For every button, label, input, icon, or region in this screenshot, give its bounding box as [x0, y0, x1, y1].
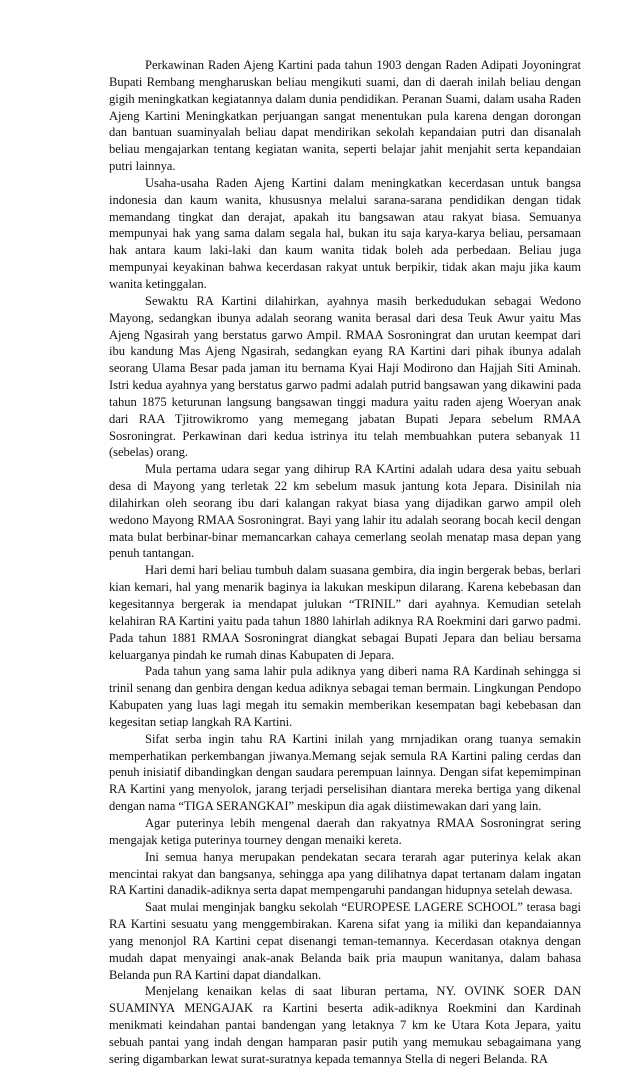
- paragraph-5: Hari demi hari beliau tumbuh dalam suasana gembira, dia ingin bergerak bebas, berlari kian kemari, hal yang menarik baginya ia lakukan meskipun dilarang. Karena kebebasan dan kegesitannya bergerak ia mendapat julukan “TRINIL” dari ayahnya. Kemudian setelah kelahiran RA Kartini yaitu pada tahun 1880 lahirlah adiknya RA Roekmini dari garwo padmi. Pada tahun 1881 RMAA Sosroningrat diangkat sebagai Bupati Jepara dan beliau bersama keluarganya pindah ke rumah dinas Kabupaten di Jepara.: [109, 563, 581, 662]
- paragraph-2: Usaha-usaha Raden Ajeng Kartini dalam meningkatkan kecerdasan untuk bangsa indonesia dan kaum wanita, khususnya melalui sarana-sarana pendidikan dengan tidak memandang tingkat dan derajat, apakah itu bangsawan atau rakyat biasa. Semuanya mempunyai hak yang sama dalam segala hal, bukan itu saja karya-karya beliau, persamaan hak antara kaum laki-laki dan kaum wanita tidak boleh ada perbedaan. Beliau juga mempunyai keyakinan bahwa kecerdasan rakyat untuk berpikir, tidak akan maju jika kaum wanita ketinggalan.: [109, 175, 581, 291]
- paragraph-7: Sifat serba ingin tahu RA Kartini inilah yang mrnjadikan orang tuanya semakin memperhatikan perkembangan jiwanya.Memang sejak semula RA Kartini paling cerdas dan penuh inisiatif dibandingkan dengan saudara perempuan lainnya. Dengan sifat kepemimpinan RA Kartini yang menyolok, jarang terjadi perselisihan diantara mereka bertiga yang dikenal dengan nama “TIGA SERANGKAI” meskipun dia agak diistimewakan dari yang lain.: [109, 731, 581, 814]
- document-page: [109, 57, 581, 1068]
- paragraph-4: Mula pertama udara segar yang dihirup RA KArtini adalah udara desa yaitu sebuah desa di Mayong yang terletak 22 km sebelum masuk jantung kota Jepara. Disinilah nia dilahirkan oleh seorang ibu dari kalangan rakyat biasa yang dijadikan garwo ampil oleh wedono Mayong RMAA Sosroningrat. Bayi yang lahir itu adalah seorang bocah kecil dengan mata bulat berbinar-binar memancarkan cahaya cemerlang seolah menatap masa depan yang penuh tantangan.: [109, 462, 581, 561]
- paragraph-6: Pada tahun yang sama lahir pula adiknya yang diberi nama RA Kardinah sehingga si trinil senang dan genbira dengan kedua adiknya sebagai teman bermain. Lingkungan Pendopo Kabupaten yang luas lagi megah itu semakin memberikan kesempatan bagi kebebasan dan kegesitan setiap langkah RA Kartini.: [109, 664, 581, 729]
- paragraph-10: Saat mulai menginjak bangku sekolah “EUROPESE LAGERE SCHOOL” terasa bagi RA Kartini sesuatu yang menggembirakan. Karena sifat yang ia miliki dan kepandaiannya yang menonjol RA Kartini cepat disenangi teman-temannya. Kecerdasan otaknya dengan mudah dapat menyaingi anak-anak Belanda baik pria maupun wanitanya, dalam bahasa Belanda pun RA Kartini dapat diandalkan.: [109, 900, 581, 982]
- paragraph-3: Sewaktu RA Kartini dilahirkan, ayahnya masih berkedudukan sebagai Wedono Mayong, sedangkan ibunya adalah seorang wanita berasal dari desa Teuk Awur yaitu Mas Ajeng Ngasirah yang berstatus garwo Ampil. RMAA Sosroningrat dan urutan keempat dari ibu kandung Mas Ajeng Ngasirah, sedangkan eyang RA Kartini dari pihak ibunya adalah seorang Ulama Besar pada jaman itu bernama Kyai Haji Modirono dan Hajjah Siti Aminah. Istri kedua ayahnya yang berstatus garwo padmi adalah putrid bangsawan yang dikawini pada tahun 1875 keturunan langsung bangsawan tinggi madura yaitu raden ajeng Woeryan anak dari RAA Tjitrowikromo yang memegang jabatan Bupati Jepara sebelum RMAA Sosroningrat. Perkawinan dari kedua istrinya itu telah membuahkan putera sebanyak 11 (sebelas) orang.: [109, 293, 581, 460]
- paragraph-1: Perkawinan Raden Ajeng Kartini pada tahun 1903 dengan Raden Adipati Joyoningrat Bupati Rembang mengharuskan beliau mengikuti suami, dan di daerah inilah beliau dengan gigih meningkatkan kegiatannya dalam dunia pendidikan. Peranan Suami, dalam usaha Raden Ajeng Kartini Meningkatkan perjuangan sangat menentukan pula karena dengan dorongan dan bantuan suaminyalah beliau dapat mendirikan sekolah kepandaian putri dan disanalah beliau mengajarkan tentang kegiatan wanita, seperti belajar jahit menjahit serta kepandaian putri lainnya.: [109, 58, 581, 174]
- paragraph-8: Agar puterinya lebih mengenal daerah dan rakyatnya RMAA Sosroningrat sering mengajak ketiga puterinya tourney dengan menaiki kereta.: [109, 815, 581, 847]
- paragraph-9: Ini semua hanya merupakan pendekatan secara terarah agar puterinya kelak akan mencintai rakyat dan bangsanya, sehingga apa yang dilihatnya dapat tertanam dalam ingatan RA Kartini danadik-adiknya serta dapat mempengaruhi pandangan hidupnya setelah dewasa.: [109, 849, 581, 898]
- paragraph-11: Menjelang kenaikan kelas di saat liburan pertama, NY. OVINK SOER DAN SUAMINYA MENGAJAK ra Kartini beserta adik-adiknya Roekmini dan Kardinah menikmati keindahan pantai bandengan yang letaknya 7 km ke Utara Kota Jepara, yaitu sebuah pantai yang indah dengan hamparan pasir putih yang memukau sebagaimana yang sering digambarkan lewat surat-suratnya kepada temannya Stella di negeri Belanda. RA: [109, 984, 581, 1066]
